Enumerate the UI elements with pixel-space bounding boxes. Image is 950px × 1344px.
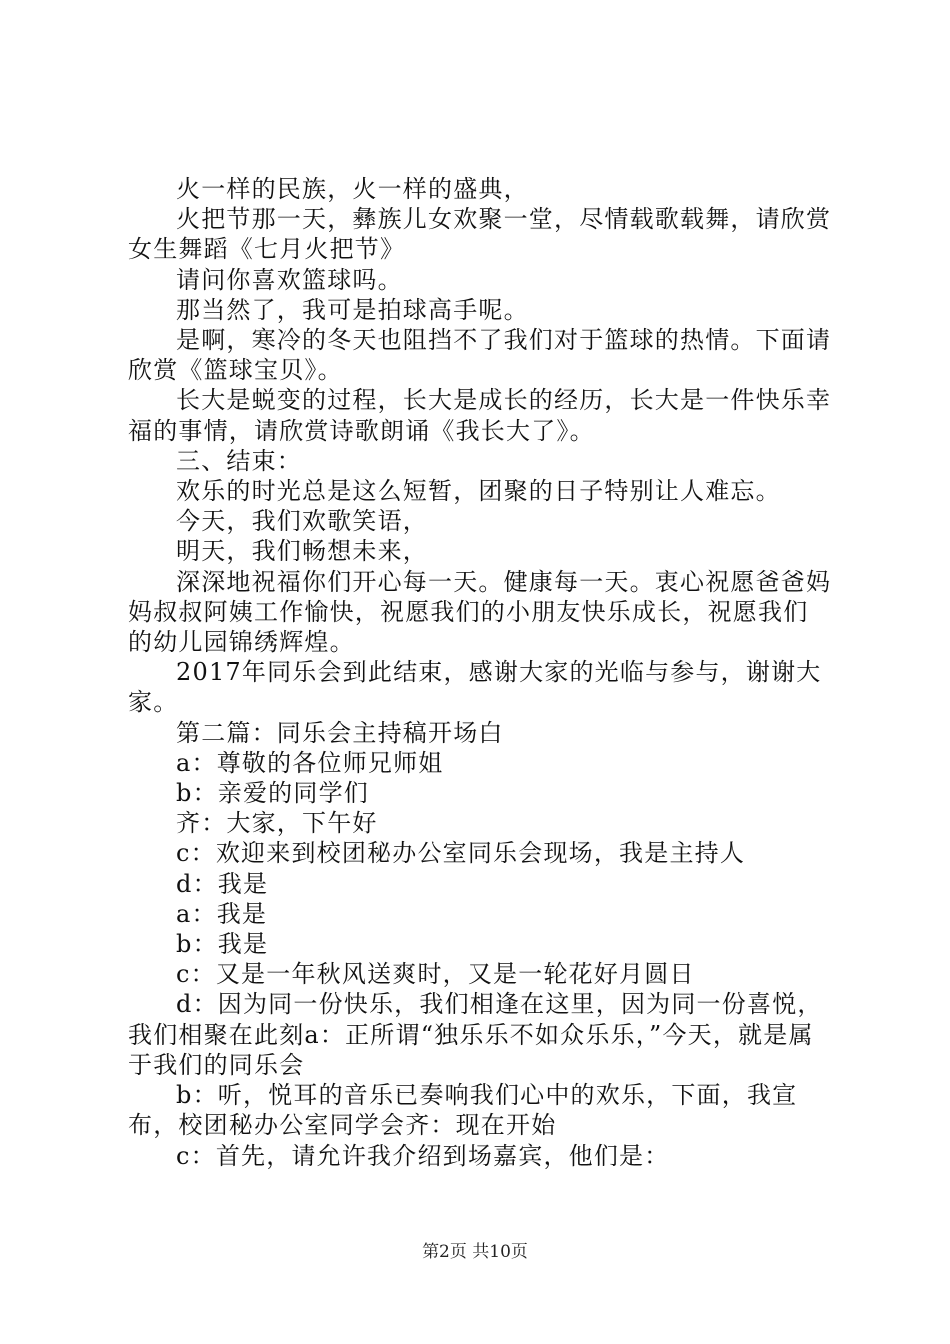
paragraph: b：亲爱的同学们 [176, 779, 369, 808]
paragraph: 深深地祝福你们开心每一天。健康每一天。衷心祝愿爸爸妈妈叔叔阿姨工作愉快，祝愿我们的小朋友快乐成长，祝愿我们的幼儿园锦绣辉煌。 [128, 567, 832, 657]
paragraph: 今天，我们欢歌笑语， [176, 507, 428, 536]
paragraph: 请问你喜欢篮球吗。 [176, 265, 403, 294]
paragraph: c：首先，请允许我介绍到场嘉宾，他们是： [176, 1141, 670, 1170]
paragraph: d：我是 [176, 869, 269, 898]
paragraph: 2017年同乐会到此结束，感谢大家的光临与参与，谢谢大家。 [128, 658, 822, 717]
document-body [128, 174, 833, 1171]
paragraph: a：尊敬的各位师兄师姐 [176, 748, 444, 777]
paragraph: 火一样的民族，火一样的盛典， [176, 175, 529, 203]
paragraph: d：因为同一份快乐，我们相逢在这里，因为同一份喜悦，我们相聚在此刻a：正所谓“独乐乐不如众乐乐，”今天，就是属于我们的同乐会 [128, 990, 823, 1079]
paragraph: b：听，悦耳的音乐已奏响我们心中的欢乐，下面，我宣布，校团秘办公室同学会齐：现在开始 [128, 1081, 798, 1140]
paragraph: 欢乐的时光总是这么短暂，团聚的日子特别让人难忘。 [176, 477, 781, 506]
paragraph: 是啊，寒冷的冬天也阻挡不了我们对于篮球的热情。下面请欣赏《篮球宝贝》。 [128, 326, 832, 385]
paragraph: 明天，我们畅想未来， [176, 537, 428, 566]
paragraph: 火把节那一天，彝族儿女欢聚一堂，尽情载歌载舞，请欣赏女生舞蹈《七月火把节》 [128, 205, 832, 264]
section-heading: 三、结束： [176, 446, 302, 475]
paragraph: 那当然了，我可是拍球高手呢。 [176, 295, 529, 324]
paragraph: a：我是 [176, 899, 268, 928]
paragraph: c：又是一年秋风送爽时，又是一轮花好月圆日 [176, 960, 695, 989]
paragraph: b：我是 [176, 930, 269, 959]
paragraph: c：欢迎来到校团秘办公室同乐会现场，我是主持人 [176, 839, 746, 868]
page-number-footer: 第2页 共10页 [422, 1242, 528, 1262]
paragraph: 长大是蜕变的过程，长大是成长的经历，长大是一件快乐幸福的事情，请欣赏诗歌朗诵《我长大了》。 [128, 386, 832, 445]
section-heading: 第二篇：同乐会主持稿开场白 [176, 718, 504, 747]
paragraph: 齐：大家，下午好 [176, 809, 378, 838]
